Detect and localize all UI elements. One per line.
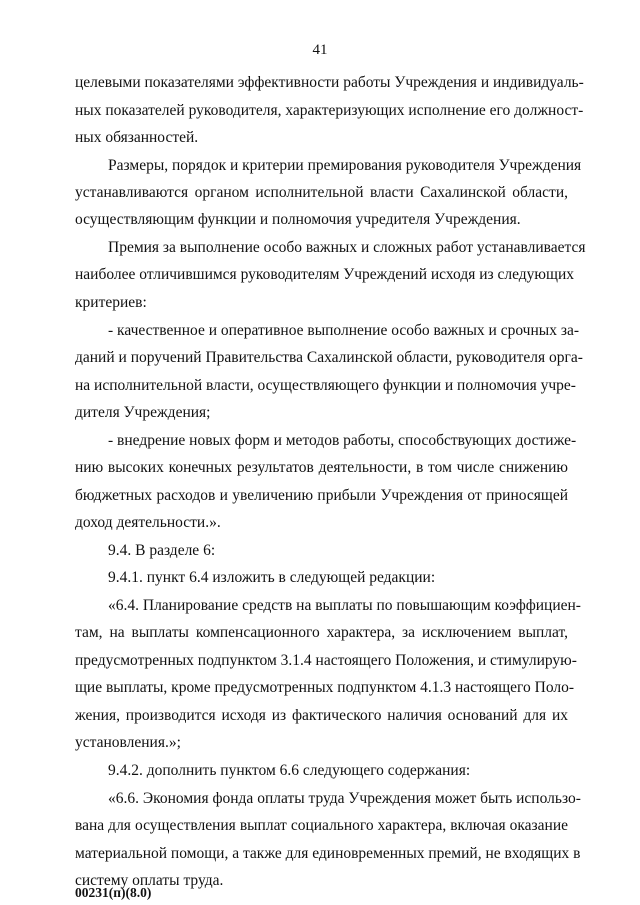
text-line: бюджетных расходов и увеличению прибыли Учреждения от приносящей [75,487,568,504]
text-line: установления.»; [75,734,181,751]
text-line: вана для осуществления выплат социального характера, включая оказание [75,817,568,834]
text-line: доход деятельности.». [75,514,221,531]
text-line: «6.4. Планирование средств на выплаты по повышающим коэффициен- [108,597,581,614]
text-line: критериев: [75,294,147,311]
text-line: дителя Учреждения; [75,404,211,421]
text-line: предусмотренных подпунктом 3.1.4 настоящего Положения, и стимулирую- [75,652,577,669]
text-line: 9.4.1. пункт 6.4 изложить в следующей редакции: [108,569,436,586]
text-line: даний и поручений Правительства Сахалинской области, руководителя орга- [75,349,583,366]
text-line: 9.4. В разделе 6: [108,542,216,559]
page-number: 41 [312,42,328,58]
text-line: осуществляющим функции и полномочия учредителя Учреждения. [75,211,521,228]
text-line: ных показателей руководителя, характеризующих исполнение его должност- [75,102,584,119]
text-line: Размеры, порядок и критерии премирования руководителя Учреждения [108,157,582,174]
text-line: на исполнительной власти, осуществляющего функции и полномочия учре- [75,377,576,394]
text-line: ных обязанностей. [75,129,199,146]
text-line: жения, производится исходя из фактического наличия оснований для их [75,707,568,724]
text-line: щие выплаты, кроме предусмотренных подпунктом 4.1.3 настоящего Поло- [75,679,575,696]
text-line: целевыми показателями эффективности работы Учреждения и индивидуаль- [75,74,584,91]
text-line: «6.6. Экономия фонда оплаты труда Учреждения может быть использо- [108,790,581,807]
text-line: - внедрение новых форм и методов работы, способствующих достиже- [108,432,577,449]
text-line: систему оплаты труда. [75,872,224,889]
text-line: - качественное и оперативное выполнение особо важных и срочных за- [108,322,579,339]
text-line: наиболее отличившимся руководителям Учреждений исходя из следующих [75,266,574,283]
text-line: устанавливаются органом исполнительной власти Сахалинской области, [75,184,568,201]
text-line: Премия за выполнение особо важных и сложных работ устанавливается [108,239,586,256]
text-line: 9.4.2. дополнить пунктом 6.6 следующего содержания: [108,762,471,779]
text-line: материальной помощи, а также для единовременных премий, не входящих в [75,845,581,862]
text-line: нию высоких конечных результатов деятельности, в том числе снижению [75,459,568,476]
document-code: 00231(п)(8.0) [75,885,152,900]
text-line: там, на выплаты компенсационного характера, за исключением выплат, [75,624,568,641]
